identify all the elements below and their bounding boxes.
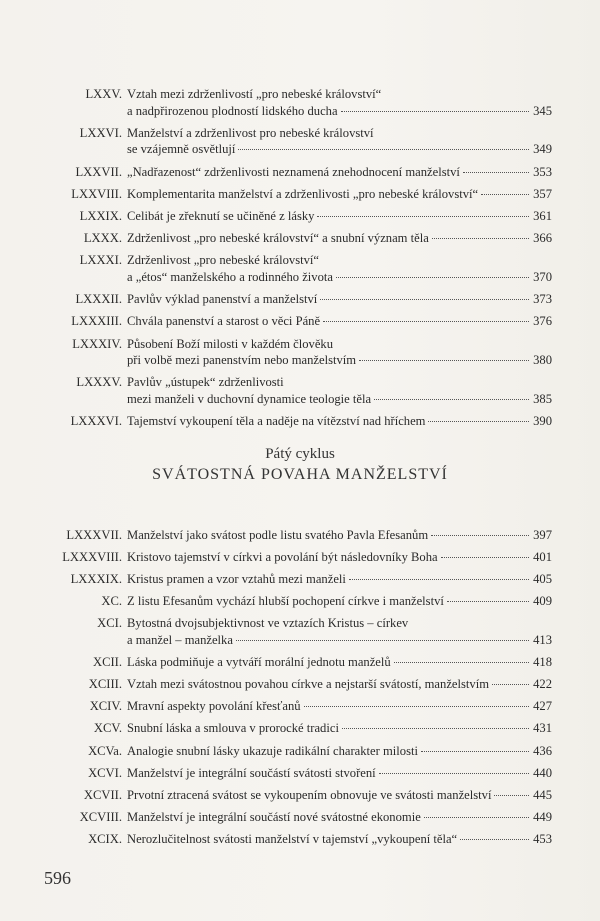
toc-entry	[60, 698, 552, 715]
toc-entry-page: 445	[533, 787, 552, 802]
toc-entry	[60, 374, 552, 407]
dot-leader	[424, 816, 529, 818]
toc-entry	[60, 86, 552, 119]
page-number: 596	[44, 868, 71, 888]
cycle-title: SVÁTOSTNÁ POVAHA MANŽELSTVÍ	[152, 466, 448, 483]
dot-leader	[238, 148, 529, 150]
toc-entry-number: XCI.	[97, 616, 122, 631]
toc-entry-page: 427	[533, 699, 552, 714]
toc-entry-page: 436	[533, 743, 552, 758]
toc-entry-title: Vztah mezi svátostnou povahou církve a nejstarší svátostí, manželstvím	[127, 677, 489, 692]
toc-entry-number: XCII.	[92, 655, 122, 670]
toc-entry-title: Bytostná dvojsubjektivnost ve vztazích Kristus – církev	[127, 616, 409, 631]
toc-entry-title: Láska podmiňuje a vytváří morální jednotu manželů	[127, 655, 391, 670]
toc-entry-number: LXXXIX.	[70, 572, 122, 587]
toc-entry-page: 397	[533, 528, 552, 542]
toc-entry	[60, 593, 552, 610]
toc-entry-title: Vztah mezi zdrženlivostí „pro nebeské království“	[127, 87, 382, 101]
toc-entry-number: XCVIII.	[79, 809, 122, 824]
toc-entry	[60, 720, 552, 737]
toc-entry	[60, 571, 552, 588]
toc-entry-title: Zdrženlivost „pro nebeské království“ a snubní význam těla	[127, 231, 429, 246]
toc-entry-number: XCV.	[93, 721, 122, 736]
toc-entry	[60, 413, 552, 430]
toc-entry-page: 380	[533, 353, 552, 368]
dot-leader	[374, 398, 529, 400]
dot-leader	[341, 110, 529, 112]
toc-entry	[60, 230, 552, 247]
toc-entry-title: Tajemství vykoupení těla a naděje na vítězství nad hříchem	[127, 414, 426, 429]
toc-entry	[60, 765, 552, 782]
toc-entry-page: 370	[533, 269, 552, 284]
toc-entry-page: 453	[533, 831, 552, 846]
cycle-subtitle: Pátý cyklus	[265, 446, 335, 462]
dot-leader	[447, 600, 529, 602]
toc-entry-title: Manželství je integrální součástí svátosti stvoření	[127, 765, 376, 780]
toc-entry-title: Mravní aspekty povolání křesťanů	[127, 699, 301, 714]
toc-entry-title: a „étos“ manželského a rodinného života	[127, 269, 333, 284]
toc-entry-title: Kristus pramen a vzor vztahů mezi manželi	[127, 572, 346, 587]
toc-entry-number: LXXV.	[85, 87, 122, 101]
toc-entry-title: při volbě mezi panenstvím nebo manželstvím	[127, 353, 357, 368]
toc-entry-title: Manželství a zdrženlivost pro nebeské království	[127, 125, 374, 140]
toc-entry	[60, 676, 552, 693]
toc-entry-number: LXXXIII.	[71, 314, 122, 329]
toc-entry-title: Prvotní ztracená svátost se vykoupením obnovuje ve svátosti manželství	[127, 787, 492, 802]
toc-entry-number: LXXXIV.	[72, 336, 122, 351]
toc-entry-number: XCIV.	[89, 699, 122, 714]
toc-entry-number: XC.	[101, 594, 122, 609]
dot-leader	[379, 772, 529, 774]
dot-leader	[494, 794, 529, 796]
toc-entry	[60, 125, 552, 158]
dot-leader	[463, 171, 529, 173]
toc-entry-page: 390	[533, 414, 552, 429]
toc-entry-number: LXXVIII.	[71, 186, 122, 201]
toc-entry-page: 349	[533, 142, 552, 157]
toc-entry	[60, 615, 552, 648]
toc-entry	[60, 186, 552, 203]
toc-entry-page: 449	[533, 809, 552, 824]
toc-entry-title: Chvála panenství a starost o věci Páně	[127, 314, 321, 329]
toc-entry-title: se vzájemně osvětlují	[127, 142, 236, 157]
toc-entry-title: „Nadřazenost“ zdrženlivosti neznamená znehodnocení manželství	[127, 164, 460, 179]
toc-entry-number: LXXXVIII.	[62, 550, 122, 565]
toc-entry-number: LXXXVI.	[70, 414, 122, 429]
toc-entry-page: 376	[533, 314, 552, 329]
dot-leader	[317, 215, 529, 217]
toc-entry	[60, 527, 552, 544]
toc-entry-number: XCVa.	[88, 743, 122, 758]
toc-entry-page: 345	[533, 103, 552, 118]
toc-entry-number: XCVII.	[83, 787, 122, 802]
toc-entry-title: Zdrženlivost „pro nebeské království“	[127, 253, 319, 268]
toc-entry	[60, 787, 552, 804]
toc-entry-title: Působení Boží milosti v každém člověku	[127, 336, 334, 351]
dot-leader	[441, 556, 529, 558]
toc-entry-title: Pavlův výklad panenství a manželství	[127, 292, 318, 307]
toc-entry-page: 413	[533, 632, 552, 647]
toc-entry-page: 422	[533, 677, 552, 692]
toc-entry-title: Nerozlučitelnost svátosti manželství v tajemství „vykoupení těla“	[127, 831, 458, 846]
toc-entry-page: 418	[533, 655, 552, 670]
toc-entry-title: Snubní láska a smlouva v prorocké tradici	[127, 721, 339, 736]
dot-leader	[421, 750, 529, 752]
toc-entry	[60, 208, 552, 225]
dot-leader	[394, 661, 529, 663]
toc-entry-number: LXXIX.	[79, 209, 122, 223]
toc-entry-title: Manželství jako svátost podle listu svatého Pavla Efesanům	[127, 528, 429, 542]
dot-leader	[428, 420, 529, 422]
dot-leader	[359, 359, 529, 361]
toc-entry-number: LXXXV.	[76, 375, 122, 390]
dot-leader	[342, 727, 529, 729]
toc-entry-page: 385	[533, 391, 552, 406]
toc-entry	[60, 831, 552, 848]
toc-entry	[60, 336, 552, 369]
dot-leader	[323, 320, 529, 322]
toc-entry-title: Analogie snubní lásky ukazuje radikální charakter milosti	[127, 743, 418, 758]
toc-entry-title: Z listu Efesanům vychází hlubší pochopení církve i manželství	[127, 594, 444, 609]
toc-entry-title: a manžel – manželka	[127, 632, 233, 647]
dot-leader	[304, 705, 529, 707]
toc-entry-number: LXXXI.	[79, 253, 122, 268]
toc-entry-number: LXXX.	[83, 231, 122, 246]
dot-leader	[432, 237, 529, 239]
toc-entry	[60, 809, 552, 826]
toc-entry-page: 431	[533, 721, 552, 736]
toc-entry	[60, 743, 552, 760]
dot-leader	[349, 578, 529, 580]
toc-entry-number: XCVI.	[88, 765, 122, 780]
dot-leader	[481, 193, 529, 195]
toc-entry-page: 366	[533, 231, 552, 246]
toc-entry-page: 373	[533, 292, 552, 307]
toc-entry	[60, 291, 552, 308]
toc-entry-title: mezi manželi v duchovní dynamice teologie těla	[127, 391, 372, 406]
toc-entry-title: Kristovo tajemství v církvi a povolání být následovníky Boha	[127, 550, 438, 565]
toc-entry-number: XCIX.	[88, 831, 122, 846]
dot-leader	[320, 298, 529, 300]
dot-leader	[460, 838, 529, 840]
toc-entry-page: 357	[533, 186, 552, 201]
toc-entry-page: 405	[533, 572, 552, 587]
toc-entry-page: 409	[533, 594, 552, 609]
toc-entry-title: Komplementarita manželství a zdrženlivosti „pro nebeské království“	[127, 186, 479, 201]
toc-entry-title: Pavlův „ústupek“ zdrženlivosti	[127, 375, 284, 390]
toc-entry	[60, 549, 552, 566]
toc-entry-page: 440	[533, 765, 552, 780]
toc-entry-page: 401	[533, 550, 552, 565]
dot-leader	[336, 276, 529, 278]
toc-entry-page: 353	[533, 164, 552, 179]
dot-leader	[492, 683, 529, 685]
toc-entry-number: LXXXII.	[75, 292, 122, 307]
toc-entry-number: LXXVI.	[79, 125, 122, 140]
toc-entry	[60, 313, 552, 330]
toc-entry-number: XCIII.	[88, 677, 122, 692]
toc-entry	[60, 654, 552, 671]
toc-entry-page: 361	[533, 209, 552, 223]
toc-entry-title: Manželství je integrální součástí nové svátostné ekonomie	[127, 809, 421, 824]
toc-entry-number: LXXXVII.	[66, 528, 122, 542]
toc-entry-number: LXXVII.	[75, 164, 122, 179]
dot-leader	[431, 534, 529, 536]
toc-entry	[60, 252, 552, 285]
toc-entry	[60, 164, 552, 181]
dot-leader	[236, 639, 529, 641]
toc-entry-title: a nadpřirozenou plodností lidského ducha	[127, 103, 338, 118]
toc-entry-title: Celibát je zřeknutí se učiněné z lásky	[127, 209, 315, 223]
